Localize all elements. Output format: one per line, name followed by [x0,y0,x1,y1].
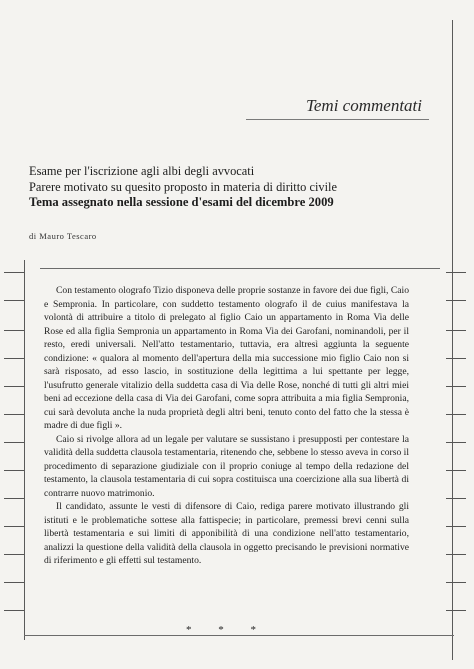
body-paragraph: Con testamento olografo Tizio disponeva delle proprie sostanze in favore dei due figli, Caio e Sempronia. In particolare, con suddetto testamento olografo il de cuius manifestava la volontà di attribuire a titolo di prelegato al figlio Caio un appartamento in Roma Via delle Rose ed alla figlia Sempronia un appartamento in Roma Via dei Garofani, nominandoli, per il resto, eredi universali. Nell'atto testamentario, tuttavia, era altresì aggiunta la seguente condizione: « qualora al momento dell'apertura della mia successione mio figlio Caio non si sarà risposato, ad esso lascio, in sostituzione della legittima a lui spettante per legge, l'usufrutto generale vitalizio della suddetta casa di Via delle Rose, nonché di tutti gli altri miei beni ad eccezione della casa di Via dei Garofani, come sopra attribuita a mia figlia Sempronia, cui sarà devoluta anche la nuda proprietà degli altri beni, tenuto conto del fatto che la stessa è madre di due figli ». [44,285,409,431]
ruling-mark [446,442,466,443]
ruling-mark [4,526,24,527]
scan-edge-left [24,260,25,640]
body-paragraph: Il candidato, assunte le vesti di difensore di Caio, rediga parere motivato illustrando gli istituti e le problematiche sottese alla fattispecie; in particolare, premessi brevi cenni sulla libertà testamentaria e sui limiti di apponibilità di una condizione nell'atto testamentario, analizzi la questione della validità della clausola in oggetto precisando le previsioni normative di riferimento e gli effetti sul testamento. [44,501,409,566]
body-paragraph: Caio si rivolge allora ad un legale per valutare se sussistano i presupposti per contestare la validità della suddetta clausola testamentaria, ritenendo che, sebbene lo stesso aveva in corso il procedimento di separazione giudiziale con il proprio coniuge al tempo della redazione del testamento, la clausola testamentaria di cui sopra costituisca una coercizione alla sua libertà di contrarre nuovo matrimonio. [44,433,409,499]
ruling-mark [446,582,466,583]
header-rule [246,119,429,120]
ruling-mark [4,358,24,359]
article-body [44,284,409,568]
ruling-mark [446,358,466,359]
ruling-mark [4,414,24,415]
scan-edge-right [452,20,453,660]
ruling-mark [446,330,466,331]
scan-border-line [40,268,440,269]
ruling-mark [446,470,466,471]
ruling-mark [4,386,24,387]
ruling-mark [4,272,24,273]
byline: di Mauro Tescaro [29,231,97,241]
ruling-mark [4,554,24,555]
ruling-mark [446,272,466,273]
ruling-mark [4,442,24,443]
ruling-mark [446,498,466,499]
ruling-mark [446,610,466,611]
ruling-mark [446,554,466,555]
ruling-mark [4,582,24,583]
ruling-mark [4,300,24,301]
heading-line-exam: Esame per l'iscrizione agli albi degli avvocati [29,164,255,178]
heading-line-subject: Parere motivato su quesito proposto in materia di diritto civile [29,179,337,194]
ruling-mark [4,330,24,331]
section-title: Temi commentati [305,96,422,115]
section-end-ornament: * * * [186,624,268,636]
article-heading [29,164,429,211]
ruling-mark [446,414,466,415]
ruling-mark [4,610,24,611]
heading-line-session: Tema assegnato nella sessione d'esami del dicembre 2009 [29,195,334,210]
ruling-mark [4,498,24,499]
ruling-mark [4,470,24,471]
ruling-mark [446,526,466,527]
ruling-mark [446,386,466,387]
ruling-mark [446,300,466,301]
